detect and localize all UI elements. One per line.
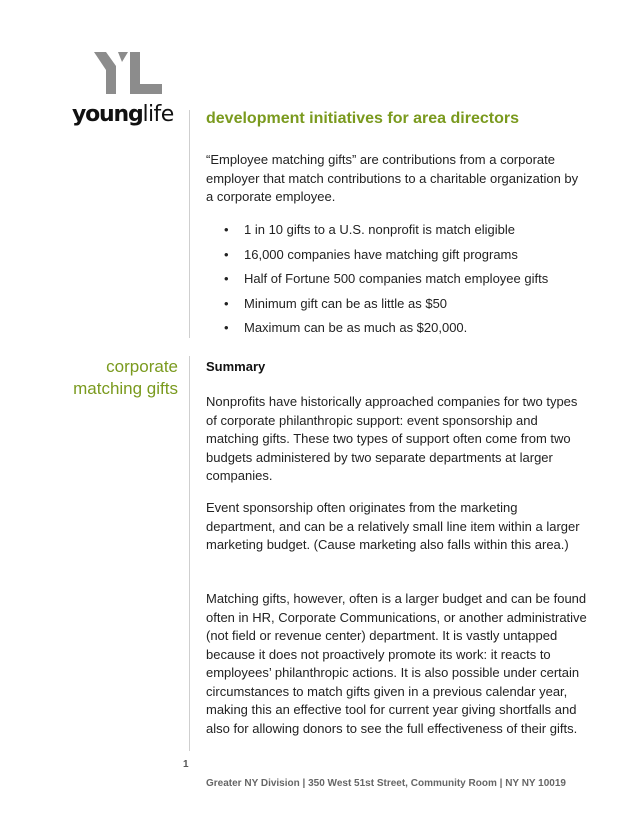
summary-paragraph-2: Event sponsorship often originates from the marketing department, and can be a relatively small line item within a larger marketing budget. (Cause marketing also falls within this area.) [206,500,580,552]
section-side-label [73,356,178,400]
list-item: • 16,000 companies have matching gift programs [224,246,518,262]
fact-list [224,221,548,344]
side-label-line-2: matching gifts [73,379,178,398]
intro-paragraph: “Employee matching gifts” are contributions from a corporate employer that match contributions to a charitable organization by a corporate employee. [206,152,579,204]
footer-address: Greater NY Division | 350 West 51st Street, Community Room | NY NY 10019 [206,778,566,789]
list-item-text: 1 in 10 gifts to a U.S. nonprofit is match eligible [244,222,515,237]
yl-mark-icon [94,52,162,94]
list-item: • Half of Fortune 500 companies match employee gifts [224,271,549,286]
summary-paragraph-1: Nonprofits have historically approached companies for two types of corporate philanthropic support: event sponsorship and matching gifts. These two types of support often come from two budgets administered by two separate departments at larger companies. [206,394,578,483]
list-item-text: Maximum can be as much as $20,000. [244,320,468,335]
list-item: • Minimum gift can be as little as $50 [224,295,448,311]
young-life-wordmark [72,102,174,127]
summary-paragraph-3: Matching gifts, however, often is a larger budget and can be found often in HR, Corporate Communications, or another administrative (not field or revenue center) department. It is vastly untapped because it does not proactively promote its work: it reacts to employees’ philanthropic actions. It is also possible under certain circumstances to match gifts given in a previous calendar year, making this an effective tool for current year giving shortfalls and also for allowing donors to see the full effectiveness of their gifts. [206,591,587,736]
wordmark-bold: young [72,102,143,127]
page-number: 1 [183,759,189,770]
list-item: • 1 in 10 gifts to a U.S. nonprofit is match eligible [224,222,515,237]
page-title: development initiatives for area directors [206,110,519,127]
column-divider-bottom [189,356,190,751]
list-item-text: Minimum gift can be as little as $50 [244,295,448,311]
young-life-logo [72,52,192,132]
wordmark-light: life [142,102,174,127]
summary-heading: Summary [206,359,266,374]
side-label-line-1: corporate [106,357,178,376]
list-item: • Maximum can be as much as $20,000. [224,320,468,335]
list-item-text: 16,000 companies have matching gift programs [244,246,518,262]
column-divider-top [189,110,190,338]
list-item-text: Half of Fortune 500 companies match employee gifts [244,271,549,286]
